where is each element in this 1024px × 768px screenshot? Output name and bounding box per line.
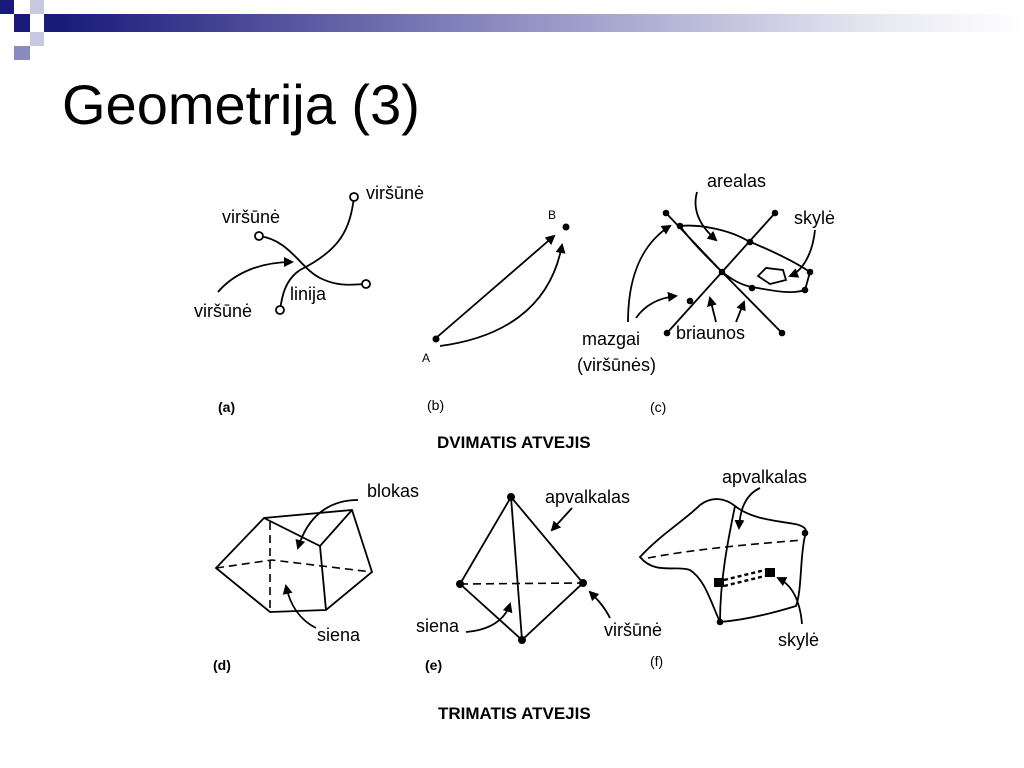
label-vertex-bottom: viršūnė xyxy=(194,301,253,321)
node xyxy=(779,330,786,337)
label-b: B xyxy=(548,208,557,222)
caption-e: (e) xyxy=(425,657,443,673)
node xyxy=(687,298,694,305)
arrow-vertex-e xyxy=(590,592,610,618)
hidden-edge xyxy=(460,583,583,584)
label-edges: briaunos xyxy=(676,323,746,343)
label-vertex-left: viršūnė xyxy=(222,207,281,227)
arrow-block xyxy=(298,500,358,548)
shell-outline xyxy=(640,499,806,622)
hole-end xyxy=(765,568,775,577)
tetra-edge xyxy=(511,497,522,640)
block-edge xyxy=(320,546,326,610)
hidden-edge xyxy=(216,560,372,572)
hole-end xyxy=(714,578,724,587)
label-face-d: siena xyxy=(317,625,361,645)
node xyxy=(677,223,684,230)
arrow-shell-f xyxy=(739,488,760,528)
arrow-area xyxy=(696,192,716,240)
vertex-node xyxy=(350,193,358,201)
edge xyxy=(666,213,722,272)
arrow-nodes-1 xyxy=(628,226,670,322)
panel-d xyxy=(213,481,419,673)
label-nodes: mazgai xyxy=(582,329,641,349)
node xyxy=(747,239,754,246)
arrow-face-d xyxy=(286,586,316,628)
panel-b xyxy=(422,208,570,413)
line-curve-1 xyxy=(259,236,366,285)
label-vertex-e: viršūnė xyxy=(604,620,663,640)
node xyxy=(807,269,814,276)
label-a: A xyxy=(422,351,431,365)
node xyxy=(719,269,726,276)
point-b xyxy=(563,224,570,231)
vertex xyxy=(579,579,587,587)
label-area: arealas xyxy=(707,171,767,191)
label-block: blokas xyxy=(367,481,420,501)
panel-e xyxy=(416,487,662,673)
arrow-hole-f xyxy=(778,578,802,624)
caption-d: (d) xyxy=(213,657,231,673)
arrow-nodes-2 xyxy=(636,296,676,318)
label-shell-e: apvalkalas xyxy=(545,487,631,507)
vertex-node xyxy=(362,280,370,288)
label-face-e: siena xyxy=(416,616,460,636)
shell-ridge xyxy=(720,506,735,622)
node xyxy=(802,287,809,294)
vertex xyxy=(456,580,464,588)
hole-outline xyxy=(758,268,786,284)
label-line: linija xyxy=(290,284,327,304)
caption-a: (a) xyxy=(218,399,236,415)
label-shell-f: apvalkalas xyxy=(722,467,808,487)
caption-f: (f) xyxy=(650,653,664,669)
area-outline xyxy=(680,226,810,293)
section-3d-heading: TRIMATIS ATVEJIS xyxy=(438,704,591,723)
arrow-edges-2 xyxy=(736,302,744,322)
node xyxy=(664,330,671,337)
tetra-outline xyxy=(460,497,583,640)
panel-f xyxy=(640,467,819,669)
vertex-node xyxy=(255,232,263,240)
label-hole: skylė xyxy=(794,208,836,228)
label-vertex-top: viršūnė xyxy=(366,183,425,203)
vertex xyxy=(802,530,809,537)
caption-c: (c) xyxy=(650,399,667,415)
arrow-shell-e xyxy=(552,508,572,530)
section-2d-heading: DVIMATIS ATVEJIS xyxy=(437,433,591,452)
point-a xyxy=(433,336,440,343)
block-outline xyxy=(216,510,372,612)
vertex xyxy=(518,636,526,644)
label-hole-f: skylė xyxy=(778,630,820,650)
vertex xyxy=(507,493,515,501)
caption-b: (b) xyxy=(427,397,445,413)
slide-title: Geometrija (3) xyxy=(62,73,420,136)
segment-arrow xyxy=(436,236,554,338)
node xyxy=(663,210,670,217)
panel-c xyxy=(577,171,835,415)
block-front-face xyxy=(264,510,352,546)
arrow-edges-1 xyxy=(710,298,716,322)
vertex xyxy=(717,619,724,626)
curve-arrow xyxy=(440,245,562,346)
node xyxy=(772,210,779,217)
vertex-node xyxy=(276,306,284,314)
hole-tunnel xyxy=(724,570,765,586)
arrow-to-line xyxy=(218,262,292,292)
label-nodes-sub: (viršūnės) xyxy=(577,355,657,375)
node xyxy=(749,285,756,292)
panel-a xyxy=(194,183,424,415)
